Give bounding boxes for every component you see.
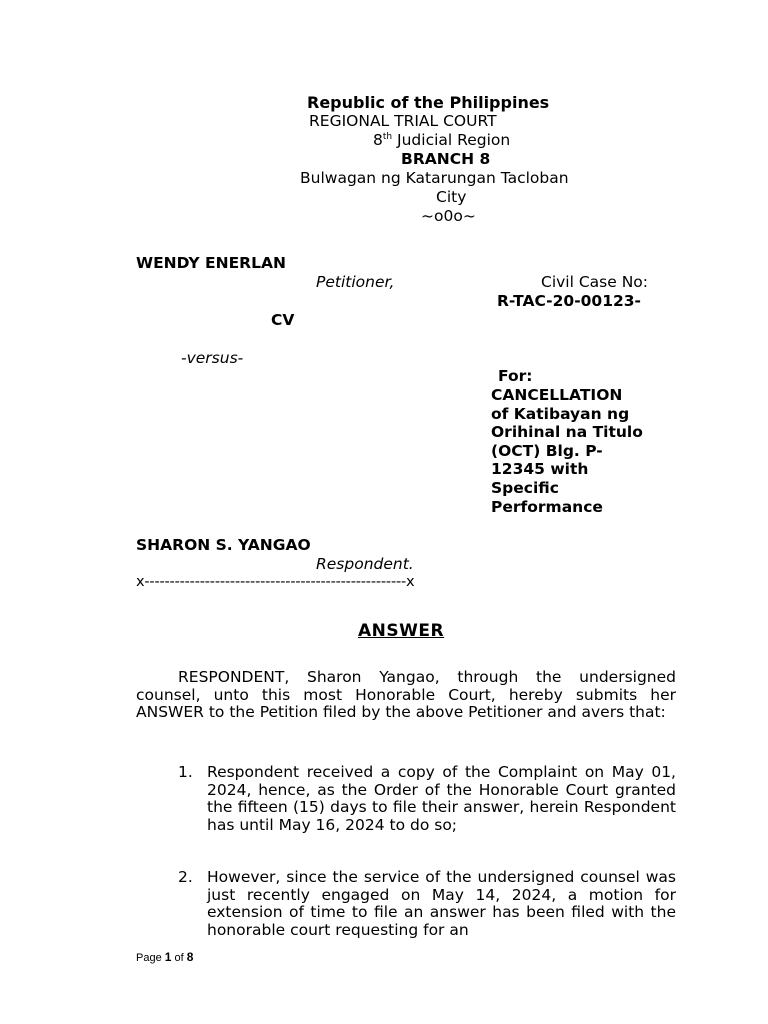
region-number: 8 bbox=[373, 131, 383, 149]
subject-line: 12345 with bbox=[491, 460, 589, 479]
intro-text: RESPONDENT, Sharon Yangao, through the undersigned counsel, unto this most Honorable Court, hereby submits her ANSWER to the Petition filed by the above Petitioner and avers that: bbox=[136, 668, 676, 721]
page-footer bbox=[136, 950, 193, 964]
republic-heading: Republic of the Philippines bbox=[307, 93, 550, 112]
case-number-line-2: CV bbox=[271, 311, 295, 329]
document-title: ANSWER bbox=[358, 621, 445, 641]
court-heading: REGIONAL TRIAL COURT bbox=[309, 112, 497, 130]
subject-line: Performance bbox=[491, 497, 603, 516]
respondent-name: SHARON S. YANGAO bbox=[136, 536, 311, 554]
case-subject bbox=[491, 386, 643, 516]
subject-line: of Katibayan ng bbox=[491, 404, 630, 423]
region-heading bbox=[373, 131, 510, 149]
item-number: 2. bbox=[178, 868, 193, 886]
region-text: Judicial Region bbox=[392, 131, 511, 149]
hall-line-2: City bbox=[436, 188, 467, 206]
caption-separator: x----------------------------------------------------x bbox=[136, 574, 415, 590]
footer-of: of bbox=[171, 952, 187, 964]
subject-line: (OCT) Blg. P- bbox=[491, 441, 603, 460]
versus-label: -versus- bbox=[181, 349, 244, 367]
subject-line: Orihinal na Titulo bbox=[491, 423, 643, 442]
case-label: Civil Case No: bbox=[541, 273, 649, 291]
for-label: For: bbox=[498, 367, 533, 385]
subject-line: CANCELLATION bbox=[491, 386, 623, 404]
subject-line: Specific bbox=[491, 478, 559, 497]
hall-line-1: Bulwagan ng Katarungan Tacloban bbox=[300, 169, 569, 187]
item-number: 1. bbox=[178, 763, 193, 781]
item-text: However, since the service of the undersigned counsel was just recently engaged on May 14, 2024, a motion for extension of time to file an answer has been filed with the honorable court requesting for an bbox=[207, 868, 676, 939]
intro-paragraph bbox=[136, 669, 676, 722]
petitioner-name: WENDY ENERLAN bbox=[136, 254, 286, 272]
respondent-role: Respondent. bbox=[316, 555, 414, 573]
petitioner-role: Petitioner, bbox=[316, 273, 395, 291]
footer-total-pages: 8 bbox=[186, 950, 194, 964]
footer-prefix: Page bbox=[136, 952, 165, 964]
footer-current-page: 1 bbox=[164, 950, 172, 964]
item-text: Respondent received a copy of the Complaint on May 01, 2024, hence, as the Order of the Honorable Court granted the fifteen (15) days to file their answer, herein Respondent has until May 16, 2024 to do so; bbox=[207, 763, 676, 834]
ornament: ~o0o~ bbox=[421, 207, 476, 225]
branch-heading: BRANCH 8 bbox=[401, 150, 491, 168]
region-suffix: th bbox=[382, 131, 393, 142]
case-number-line-1: R-TAC-20-00123- bbox=[497, 292, 641, 310]
